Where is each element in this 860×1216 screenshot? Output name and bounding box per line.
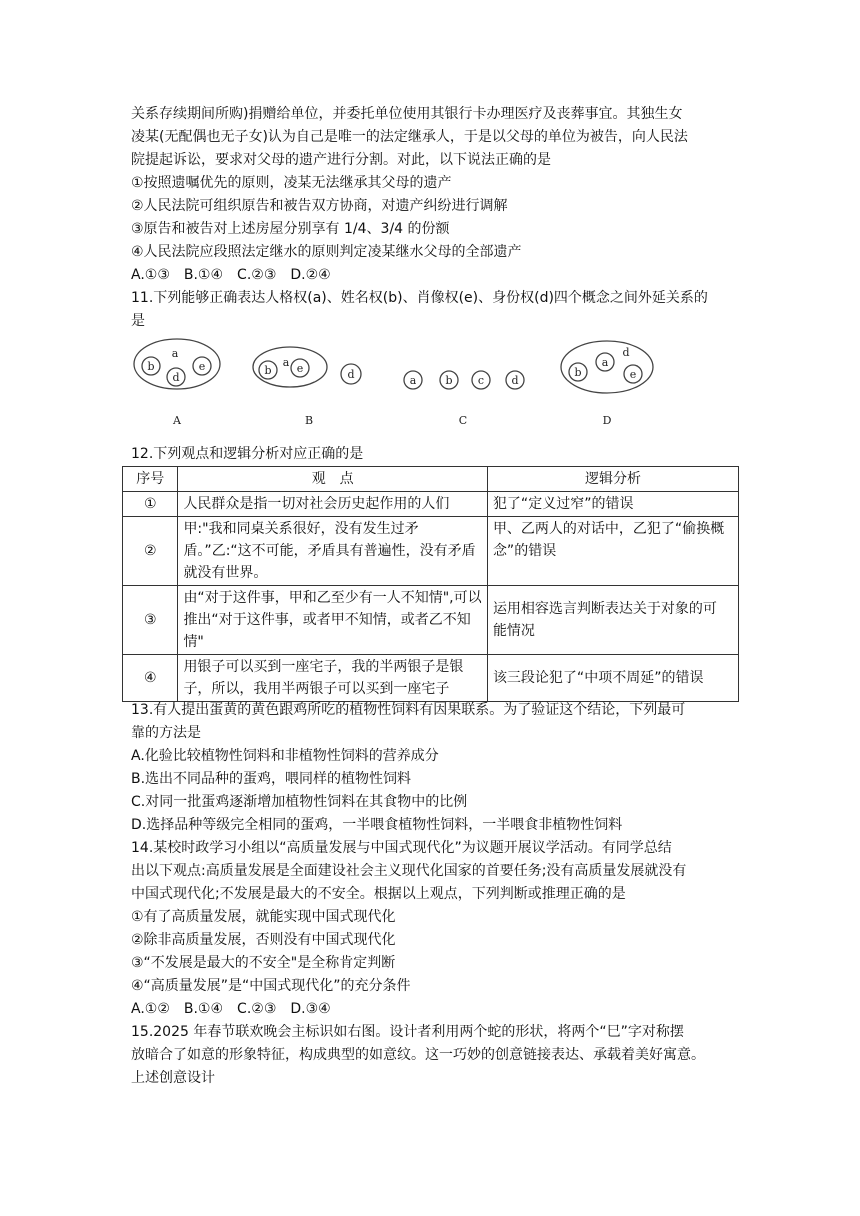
option-b-letter-e: e (296, 362, 304, 375)
q10-option-3: ③原告和被告对上述房屋分别享有 1/4、3/4 的份额 (131, 221, 450, 237)
q10-stem-line-3: 院提起诉讼，要求对父母的遗产进行分割。对此，以下说法正确的是 (131, 152, 551, 168)
q14-option-2: ②除非高质量发展，否则没有中国式现代化 (131, 932, 396, 948)
q14-option-3: ③“不发展是最大的不安全"是全称肯定判断 (131, 955, 396, 971)
q14-stem-line-2: 出以下观点:高质量发展是全面建设社会主义现代化国家的首要任务;没有高质量发展就没有 (131, 863, 687, 879)
table-row (123, 655, 739, 702)
q10-stem-line-2: 凌某(无配偶也无子女)认为自己是唯一的法定继承人，于是以父母的单位为被告，向人民法 (131, 129, 688, 145)
table-row (123, 586, 739, 655)
option-c-letter-a: a (409, 374, 417, 387)
q14-option-1: ①有了高质量发展，就能实现中国式现代化 (131, 909, 396, 925)
q11-venn-diagram (131, 336, 671, 436)
q10-answer-choices: A.①③ B.①④ C.②③ D.②④ (131, 267, 331, 283)
option-b-label: B (304, 414, 314, 427)
row-number: ④ (123, 655, 178, 702)
q13-option-a: A.化验比较植物性饲料和非植物性饲料的营养成分 (131, 748, 439, 764)
option-b-letter-d: d (347, 368, 355, 381)
q13-stem-line-1: 13.有人提出蛋黄的黄色跟鸡所吃的植物性饲料有因果联系。为了验证这个结论，下列最可 (131, 702, 686, 718)
row-view: 由“对于这件事，甲和乙至少有一人不知情",可以推出“对于这件事，或者甲不知情，或者乙不知情" (178, 586, 488, 655)
option-c-letter-c: c (477, 374, 485, 387)
table-row (123, 492, 739, 517)
option-a-letter-e: e (198, 360, 206, 373)
table-row (123, 517, 739, 586)
row-analysis: 运用相容选言判断表达关于对象的可 能情况 (487, 586, 738, 655)
option-d-letter-d: d (622, 346, 630, 359)
q14-stem-line-1: 14.某校时政学习小组以“高质量发展与中国式现代化”为议题开展议学活动。有同学总结 (131, 840, 672, 856)
option-c-letter-d: d (511, 374, 519, 387)
option-d-letter-b: b (574, 366, 582, 379)
q10-stem-line-1: 关系存续期间所购)捐赠给单位，并委托单位使用其银行卡办理医疗及丧葬事宜。其独生女 (131, 106, 683, 122)
option-c-letter-b: b (445, 374, 453, 387)
row-analysis: 犯了“定义过窄”的错误 (487, 492, 738, 517)
q14-option-4: ④“高质量发展”是“中国式现代化”的充分条件 (131, 978, 411, 994)
q10-option-1: ①按照遗嘱优先的原则，凌某无法继承其父母的遗产 (131, 175, 452, 191)
q11-stem-line-1: 11.下列能够正确表达人格权(a)、姓名权(b)、肖像权(e)、身份权(d)四个概念之间外延关系的 (131, 290, 708, 306)
row-analysis: 该三段论犯了“中项不周延”的错误 (487, 655, 738, 702)
option-a-letter-d: d (172, 371, 180, 384)
row-view: 甲:"我和同桌关系很好，没有发生过矛盾。”乙:“这不可能，矛盾具有普遍性，没有矛盾就没有世界。 (178, 517, 488, 586)
row-number: ③ (123, 586, 178, 655)
q13-stem-line-2: 靠的方法是 (131, 725, 201, 741)
q15-stem-line-1: 15.2025 年春节联欢晚会主标识如右图。设计者利用两个蛇的形状，将两个“巳”字对称摆 (131, 1024, 684, 1040)
row-view: 用银子可以买到一座宅子，我的半两银子是银子，所以，我用半两银子可以买到一座宅子 (178, 655, 488, 702)
q13-option-b: B.选出不同品种的蛋鸡，喂同样的植物性饲料 (131, 771, 412, 787)
q13-option-c: C.对同一批蛋鸡逐渐增加植物性饲料在其食物中的比例 (131, 794, 468, 810)
q10-option-4: ④人民法院应段照法定继水的原则判定凌某继水父母的全部遗产 (131, 244, 522, 260)
option-a-letter-a: a (171, 347, 179, 360)
option-d-letter-e: e (629, 368, 637, 381)
row-analysis: 甲、乙两人的对话中，乙犯了“偷换概念”的错误 (487, 517, 738, 586)
q12-table (122, 466, 739, 702)
row-view: 人民群众是指一切对社会历史起作用的人们 (178, 492, 488, 517)
option-b-letter-a: a (282, 356, 290, 369)
q12-stem: 12.下列观点和逻辑分析对应正确的是 (131, 446, 364, 462)
row-number: ① (123, 492, 178, 517)
option-a-letter-b: b (147, 360, 155, 373)
q10-option-2: ②人民法院可组织原告和被告双方协商，对遗产纠纷进行调解 (131, 198, 508, 214)
option-d-letter-a: a (601, 356, 609, 369)
option-c-label: C (458, 414, 468, 427)
q15-stem-line-3: 上述创意设计 (131, 1070, 215, 1086)
option-b-letter-b: b (264, 364, 272, 377)
q14-stem-line-3: 中国式现代化;不发展是最大的不安全。根据以上观点，下列判断或推理正确的是 (131, 886, 626, 902)
header-view: 观 点 (178, 467, 488, 492)
table-header-row (123, 467, 739, 492)
q13-option-d: D.选择品种等级完全相同的蛋鸡，一半喂食植物性饲料，一半喂食非植物性饲料 (131, 817, 623, 833)
q15-stem-line-2: 放暗合了如意的形象特征，构成典型的如意纹。这一巧妙的创意链接表达、承载着美好寓意。 (131, 1047, 705, 1063)
option-d-label: D (602, 414, 612, 427)
header-analysis: 逻辑分析 (487, 467, 738, 492)
q11-stem-line-2: 是 (131, 313, 145, 329)
q14-answer-choices: A.①② B.①④ C.②③ D.③④ (131, 1001, 331, 1017)
option-a-label: A (173, 414, 181, 427)
row-number: ② (123, 517, 178, 586)
header-number: 序号 (123, 467, 178, 492)
